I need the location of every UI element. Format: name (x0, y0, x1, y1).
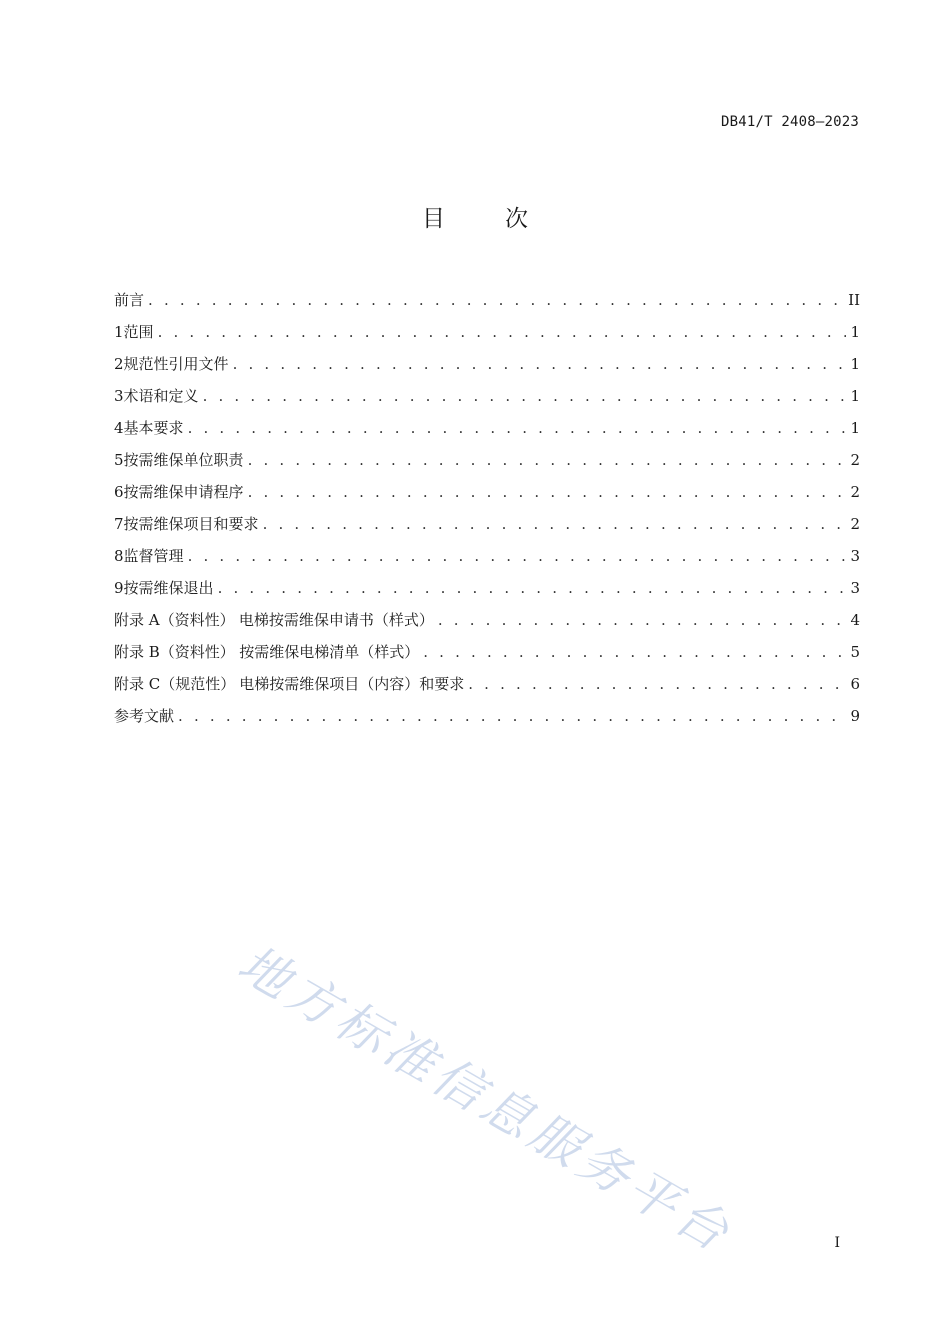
toc-appendix-title: 电梯按需维保项目（内容）和要求 (239, 675, 465, 693)
toc-leader-dots (188, 412, 846, 444)
toc-entry-label: 术语和定义 (123, 387, 199, 405)
toc-entry-8[interactable] (114, 540, 860, 572)
toc-entry-page: 2 (850, 515, 860, 533)
document-code: DB41/T 2408—2023 (720, 114, 859, 130)
toc-entry-6[interactable] (114, 476, 860, 508)
toc-entry-label: 基本要求 (123, 419, 184, 437)
toc-entry-number: 6 (114, 483, 124, 501)
toc-leader-dots (423, 636, 846, 668)
toc-entry-appendix-b[interactable] (114, 636, 860, 668)
toc-entry-2[interactable] (114, 348, 860, 380)
toc-entry-number: 8 (114, 547, 124, 565)
page-title (0, 200, 950, 233)
toc-entry-label: 按需维保项目和要求 (123, 515, 259, 533)
toc-entry-page: 9 (850, 707, 860, 725)
toc-appendix-title: 电梯按需维保申请书（样式） (238, 611, 434, 629)
toc-entry-number: 3 (114, 387, 124, 405)
toc-entry-number: 1 (114, 323, 124, 341)
toc-entry-number: 7 (114, 515, 124, 533)
toc-entry-4[interactable] (114, 412, 860, 444)
toc-leader-dots (148, 284, 844, 316)
toc-entry-7[interactable] (114, 508, 860, 540)
toc-entry-page: 5 (850, 643, 860, 661)
toc-entry-appendix-c[interactable] (114, 668, 860, 700)
toc-entry-page: 2 (850, 483, 860, 501)
toc-leader-dots (158, 316, 846, 348)
toc-entry-9[interactable] (114, 572, 860, 604)
title-char-1: 目 (422, 206, 445, 232)
toc-entry-references[interactable] (114, 700, 860, 732)
toc-leader-dots (218, 572, 846, 604)
toc-appendix-label: 附录 C（规范性） (114, 675, 236, 693)
toc-entry-page: 3 (850, 579, 860, 597)
toc-entry-5[interactable] (114, 444, 860, 476)
toc-entry-page: 4 (850, 611, 860, 629)
toc-entry-label: 范围 (123, 323, 154, 341)
toc-entry-page: 6 (850, 675, 860, 693)
toc-entry-number: 9 (114, 579, 124, 597)
toc-appendix-label: 附录 A（资料性） (114, 611, 235, 629)
toc-leader-dots (468, 668, 846, 700)
toc-entry-label: 监督管理 (123, 547, 184, 565)
toc-entry-3[interactable] (114, 380, 860, 412)
toc-appendix-label: 附录 B（资料性） (114, 643, 235, 661)
toc-entry-label: 按需维保退出 (123, 579, 214, 597)
toc-entry-number: 5 (114, 451, 124, 469)
toc-leader-dots (203, 380, 846, 412)
toc-leader-dots (178, 700, 846, 732)
toc-entry-label: 规范性引用文件 (123, 355, 229, 373)
toc-leader-dots (233, 348, 846, 380)
watermark: 地方标准信息服务平台 (228, 934, 743, 1265)
toc-entry-preface[interactable] (114, 284, 860, 316)
toc-entry-page: II (848, 291, 860, 309)
toc-leader-dots (438, 604, 846, 636)
toc-appendix-title: 按需维保电梯清单（样式） (239, 643, 420, 661)
toc-leader-dots (248, 444, 846, 476)
toc-entry-page: 3 (850, 547, 860, 565)
toc-entry-appendix-a[interactable] (114, 604, 860, 636)
toc-entry-page: 1 (850, 387, 860, 405)
toc-entry-1[interactable] (114, 316, 860, 348)
title-char-2: 次 (505, 206, 528, 232)
toc-entry-page: 2 (850, 451, 860, 469)
toc-entry-page: 1 (850, 323, 860, 341)
toc-entry-label: 按需维保申请程序 (123, 483, 244, 501)
toc-leader-dots (263, 508, 846, 540)
toc-entry-label: 前言 (114, 291, 145, 309)
toc-entry-page: 1 (850, 419, 860, 437)
toc-entry-label: 按需维保单位职责 (123, 451, 244, 469)
toc-entry-page: 1 (850, 355, 860, 373)
toc-leader-dots (188, 540, 846, 572)
toc-leader-dots (248, 476, 846, 508)
page-number: I (834, 1235, 840, 1251)
toc-entry-label: 参考文献 (114, 707, 175, 725)
toc-entry-number: 4 (114, 419, 124, 437)
toc-entry-number: 2 (114, 355, 124, 373)
table-of-contents (114, 284, 860, 732)
